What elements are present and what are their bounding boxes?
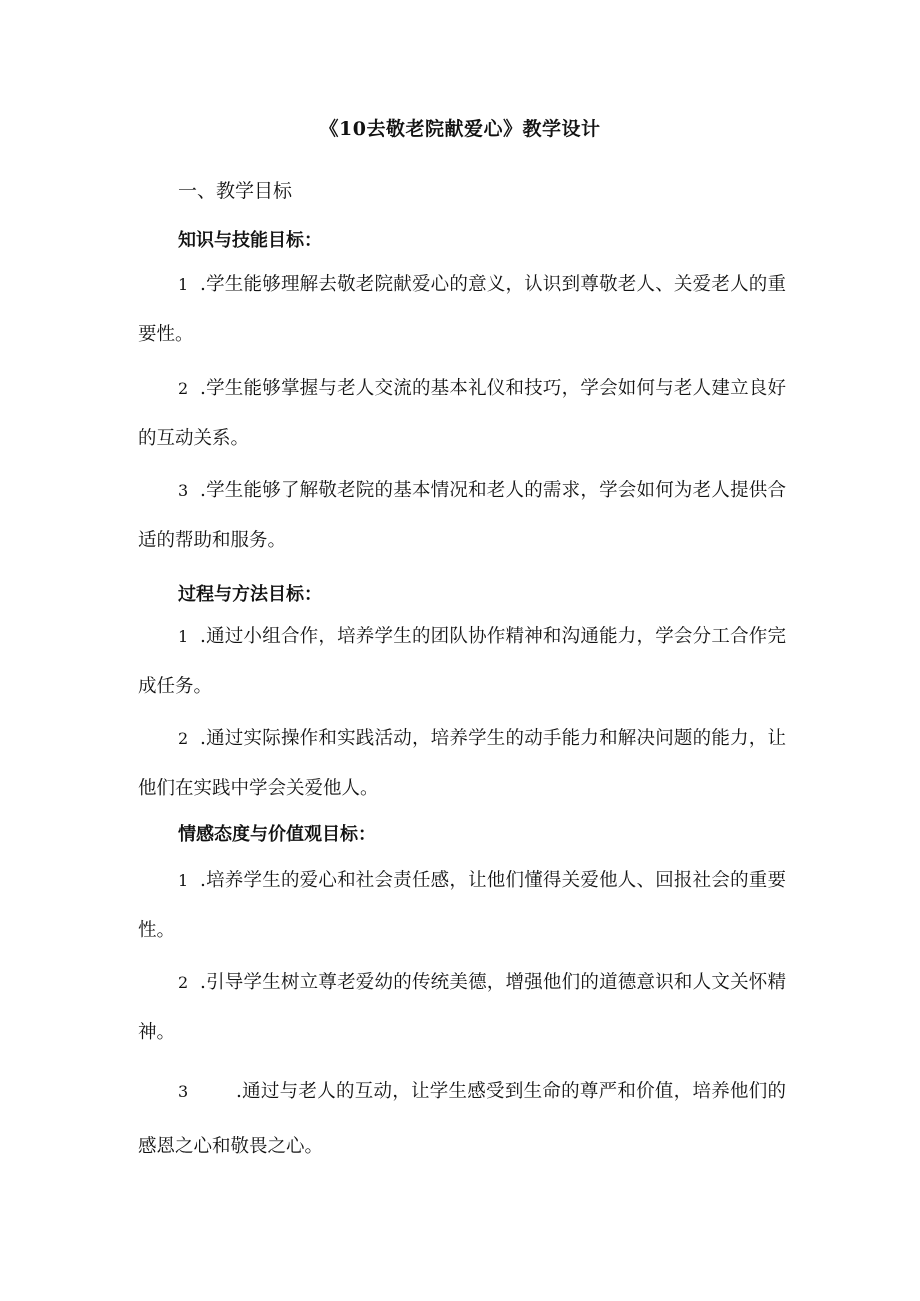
emotion-item-1 (138, 856, 786, 956)
item-number: 2 (178, 973, 189, 992)
emotion-item-3 (138, 1064, 786, 1174)
item-text: .引导学生树立尊老爱幼的传统美德，增强他们的道德意识和人文关怀精神。 (138, 972, 786, 1043)
item-number: 1 (178, 275, 189, 294)
process-item-1 (138, 612, 786, 712)
knowledge-item-1 (138, 260, 786, 360)
item-text: .学生能够掌握与老人交流的基本礼仪和技巧，学会如何与老人建立良好的互动关系。 (138, 378, 786, 449)
item-number: 1 (178, 871, 189, 890)
item-number: 3 (178, 481, 189, 500)
item-text: .通过小组合作，培养学生的团队协作精神和沟通能力，学会分工合作完成任务。 (138, 626, 786, 697)
process-method-heading: 过程与方法目标： (178, 584, 322, 605)
knowledge-item-2 (138, 364, 786, 464)
emotion-item-2 (138, 958, 786, 1058)
item-number: 1 (178, 627, 189, 646)
item-text: .学生能够了解敬老院的基本情况和老人的需求，学会如何为老人提供合适的帮助和服务。 (138, 480, 786, 551)
process-item-2 (138, 714, 786, 814)
emotion-values-heading: 情感态度与价值观目标： (178, 824, 376, 845)
item-text: .学生能够理解去敬老院献爱心的意义，认识到尊敬老人、关爱老人的重要性。 (138, 274, 786, 345)
section-heading-teaching-goals: 一、教学目标 (178, 180, 293, 202)
item-text: .培养学生的爱心和社会责任感，让他们懂得关爱他人、回报社会的重要性。 (138, 870, 786, 941)
item-text: .通过实际操作和实践活动，培养学生的动手能力和解决问题的能力，让他们在实践中学会关爱他人。 (138, 728, 786, 799)
item-number: 3 (178, 1082, 189, 1101)
item-number: 2 (178, 379, 189, 398)
document-title: 《10去敬老院献爱心》教学设计 (319, 118, 601, 140)
item-text: .通过与老人的互动，让学生感受到生命的尊严和价值，培养他们的感恩之心和敬畏之心。 (138, 1081, 786, 1157)
knowledge-item-3 (138, 466, 786, 566)
item-number: 2 (178, 729, 189, 748)
knowledge-skills-heading: 知识与技能目标： (178, 230, 322, 251)
